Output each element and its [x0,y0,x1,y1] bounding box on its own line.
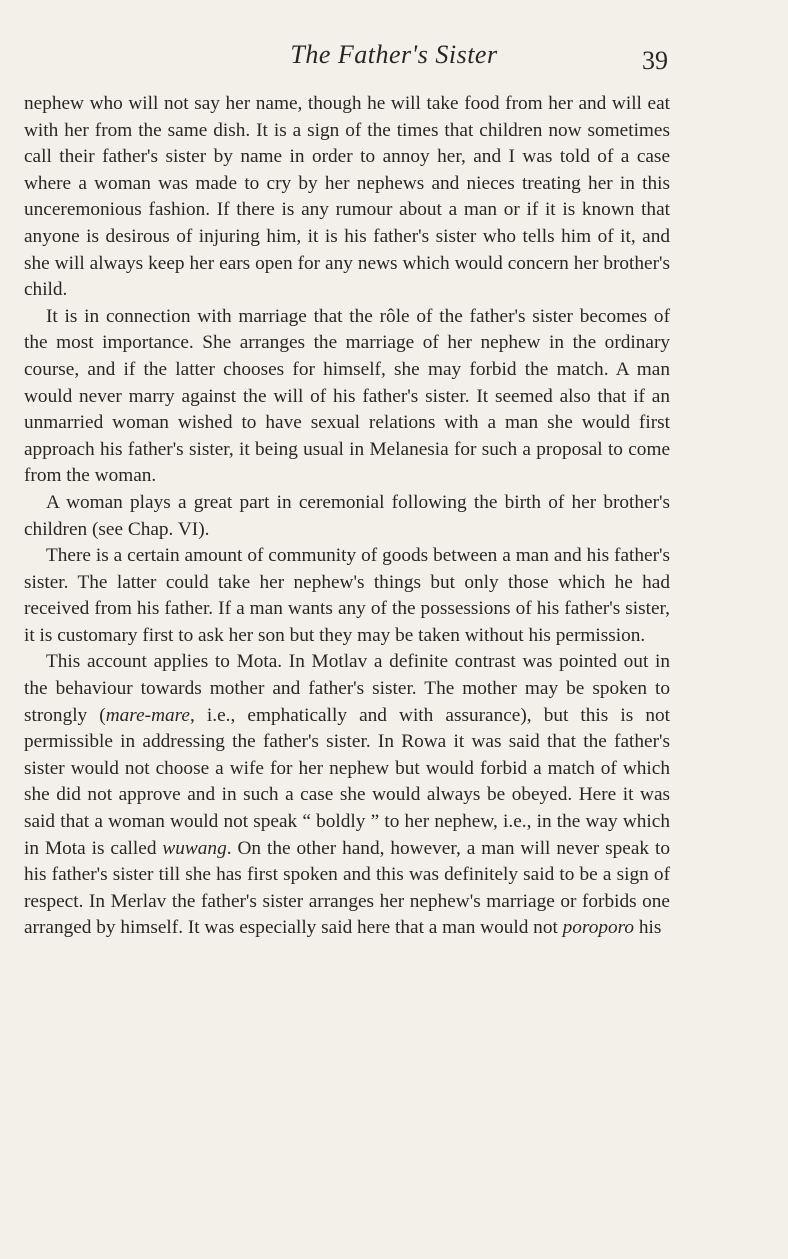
running-title: The Father's Sister [290,40,498,69]
paragraph-5 [24,649,670,942]
paragraph-2: It is in connection with marriage that the rôle of the father's sister becomes of the most importance. She arranges the marriage of her nephew in the ordinary course, and if the latter chooses for himself, she may forbid the match. A man would never marry against the will of his father's sister. It seemed also that if an unmarried woman wished to have sexual relations with a man she would first approach his father's sister, it being usual in Melanesia for such a proposal to come from the woman. [24,305,670,487]
page-header [0,38,788,78]
term-poroporo: poroporo [562,917,635,939]
paragraph-1: nephew who will not say her name, though he will take food from her and will eat with her from the same dish. It is a sign of the times that children now sometimes call their father's sister by name in order to annoy her, and I was told of a case where a woman was made to cry by her nephews and nieces treating her in this unceremonious fashion. If there is any rumour about a man or if it is known that anyone is desirous of injuring him, it is his father's sister who tells him of it, and she will always keep her ears open for any news which would concern her brother's child. [24,93,670,301]
paragraph-5-text-b: , i.e., emphatically and with assurance), but this is not permissible in addressing the father's sister. In Rowa it was said that the father's sister would not choose a wife for her nephew but would forbid a match of which she did not approve and in such a case she would always be obeyed. Here it was said that a woman would not speak “ boldly ” to her nephew, i.e., in the way which in Mota is called [24,704,670,859]
term-wuwang: wuwang [162,837,227,859]
paragraph-5-text-d: his [634,917,662,939]
body-text [24,91,670,942]
paragraph-3: A woman plays a great part in ceremonial following the birth of her brother's children (see Chap. VI). [24,491,670,540]
paragraph-5-text-c: . On the other hand, however, a man will never speak to his father's sister till she has first spoken and this was definitely said to be a sign of respect. In Merlav the father's sister arranges her nephew's marriage or forbids one arranged by himself. It was especially said here that a man would not [24,837,670,939]
term-mare-mare: mare-mare [105,704,190,726]
paragraph-4: There is a certain amount of community of goods between a man and his father's sister. The latter could take her nephew's things but only those which he had received from his father. If a man wants any of the possessions of his father's sister, it is customary first to ask her son but they may be taken without his permission. [24,545,670,646]
page-number: 39 [642,46,668,75]
paragraph-5-text-a: This account applies to Mota. In Motlav a definite contrast was pointed out in the behaviour towards mother and father's sister. The mother may be spoken to strongly ( [24,651,670,726]
